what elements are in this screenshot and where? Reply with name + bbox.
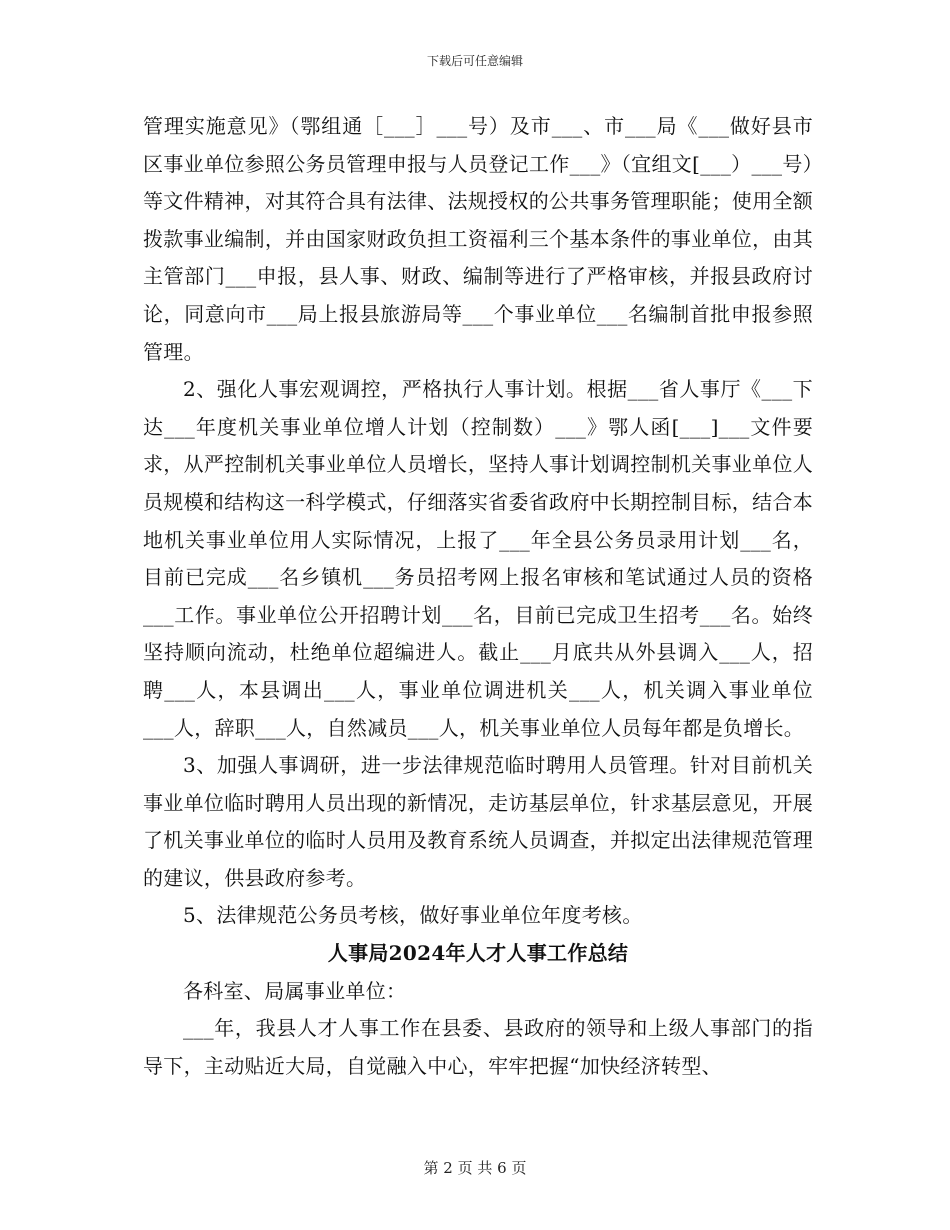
document-body (143, 108, 813, 1085)
page-footer: 第 2 页 共 6 页 (423, 1159, 527, 1177)
paragraph-item-2: 2、强化人事宏观调控，严格执行人事计划。根据___省人事厅《___下达___年度机关事业单位增人计划（控制数）___》鄂人函[___]___文件要求，从严控制机关事业单位人员增长，坚持人事计划调控制机关事业单位人员规模和结构这一科学模式，仔细落实省委省政府中长期控制目标，结合本地机关事业单位用人实际情况，上报了___年全县公务员录用计划___名，目前已完成___名乡镇机___务员招考网上报名审核和笔试通过人员的资格___工作。事业单位公开招聘计划___名，目前已完成卫生招考___名。始终坚持顺向流动，杜绝单位超编进人。截止___月底共从外县调入___人，招聘___人，本县调出___人，事业单位调进机关___人，机关调入事业单位___人，辞职___人，自然减员___人，机关事业单位人员每年都是负增长。 (143, 377, 813, 740)
document-title: 人事局2024年人才人事工作总结 (327, 941, 629, 966)
paragraph-item-3: 3、加强人事调研，进一步法律规范临时聘用人员管理。针对目前机关事业单位临时聘用人员出现的新情况，走访基层单位，针求基层意见，开展了机关事业单位的临时人员用及教育系统人员调查，并拟定出法律规范管理的建议，供县政府参考。 (143, 753, 813, 890)
paragraph-intro: ___年，我县人才人事工作在县委、县政府的领导和上级人事部门的指导下，主动贴近大局，自觉融入中心，牢牢把握“加快经济转型、 (143, 1016, 813, 1078)
paragraph-continuation: 管理实施意见》（鄂组通［___］___号）及市___、市___局《___做好县市区事业单位参照公务员管理申报与人员登记工作___》（宜组文[___）___号）等文件精神，对其符合具有法律、法规授权的公共事务管理职能；使用全额拨款事业编制，并由国家财政负担工资福利三个基本条件的事业单位，由其主管部门___申报，县人事、财政、编制等进行了严格审核，并报县政府讨论，同意向市___局上报县旅游局等___个事业单位___名编制首批申报参照管理。 (143, 114, 813, 364)
paragraph-item-5: 5、法律规范公务员考核，做好事业单位年度考核。 (183, 903, 643, 928)
salutation: 各科室、局属事业单位： (183, 978, 407, 1003)
page-header: 下载后可任意编辑 (426, 54, 523, 68)
